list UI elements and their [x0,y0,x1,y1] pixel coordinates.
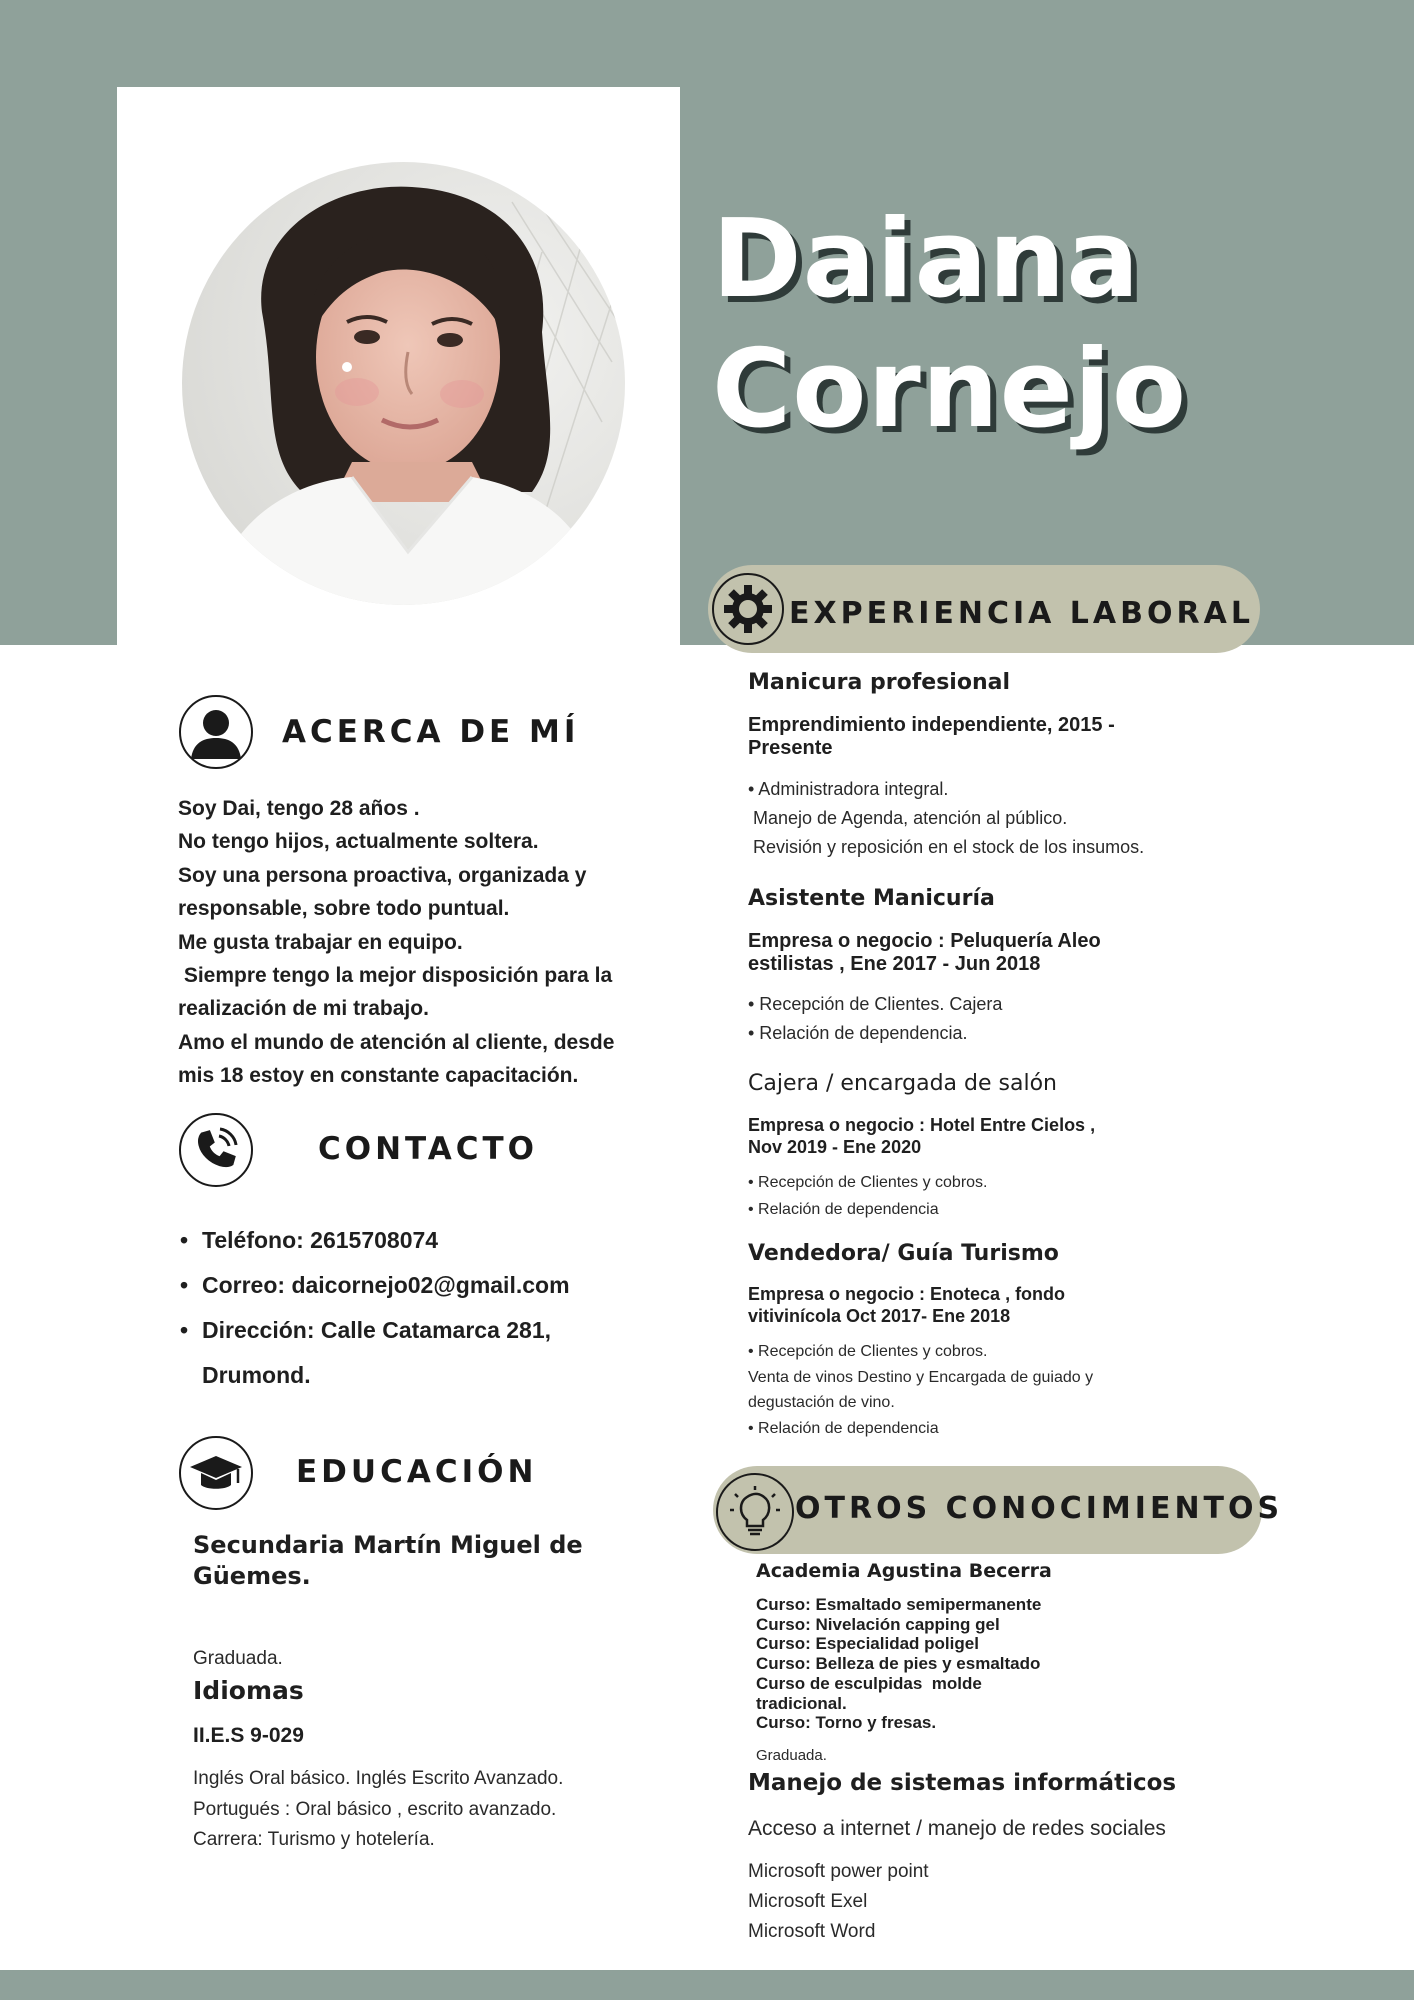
education-status: Graduada. [193,1648,283,1669]
graduation-cap-icon [179,1436,253,1510]
job-line: • Administradora integral. [748,779,949,799]
job-title: Vendedora/ Guía Turismo [748,1241,1059,1266]
course-item: Curso de esculpidas molde [756,1673,982,1693]
experience-title: EXPERIENCIA LABORAL [789,596,1254,631]
knowledge-title: OTROS CONOCIMIENTOS [795,1491,1284,1526]
software-item: Microsoft Exel [748,1891,868,1912]
about-line: Soy Dai, tengo 28 años . [178,797,420,820]
about-line: mis 18 estoy en constante capacitación. [178,1064,579,1088]
course-item: Curso: Nivelación capping gel [756,1614,1000,1634]
contact-address-cont: Drumond. [202,1362,311,1388]
contact-list [178,1218,570,1398]
job-org-line: Emprendimiento independiente, 2015 - [748,714,1115,736]
job-title: Manicura profesional [748,670,1011,695]
contact-address: • Dirección: Calle Catamarca 281, [202,1308,570,1353]
job-line: • Relación de dependencia [748,1200,939,1218]
job-line: • Recepción de Clientes y cobros. [748,1343,988,1360]
knowledge-status: Graduada. [756,1747,827,1764]
job-line: Manejo de Agenda, atención al público. [748,808,1068,828]
education-line: Carrera: Turismo y hotelería. [193,1829,435,1850]
systems-title: Manejo de sistemas informáticos [748,1770,1177,1796]
first-name: Daiana [712,197,1141,322]
academy-name: Academia Agustina Becerra [756,1560,1052,1582]
contact-email: • Correo: daicornejo02@gmail.com [202,1263,570,1308]
job-line: Venta de vinos Destino y Encargada de guiado y [748,1368,1094,1386]
course-item: Curso: Esmaltado semipermanente [756,1595,1042,1614]
education-line: Inglés Oral básico. Inglés Escrito Avanzado. [193,1768,564,1789]
lightbulb-icon [716,1473,794,1551]
job-description [748,775,1144,862]
full-name [712,195,1187,455]
job-org-line: Presente [748,737,833,759]
job-org [748,930,1168,976]
job-org-line: vitivinícola Oct 2017- Ene 2018 [748,1306,1011,1326]
job-line: • Relación de dependencia [748,1419,939,1437]
education-line: Portugués : Oral básico , escrito avanzado. [193,1798,557,1820]
course-list [756,1595,1041,1733]
job-description [748,1170,988,1223]
profile-photo [182,162,625,605]
job-org [748,1283,1168,1327]
contact-phone: • Teléfono: 2615708074 [202,1218,570,1263]
about-title: ACERCA DE MÍ [282,714,580,750]
gear-icon [712,573,784,645]
job-description [748,1339,1093,1441]
contact-title: CONTACTO [318,1131,539,1167]
course-item: Curso: Torno y fresas. [756,1713,937,1733]
about-line: Siempre tengo la mejor disposición para la [178,964,613,988]
job-line: • Recepción de Clientes. Cajera [748,994,1003,1014]
job-org [748,714,1168,760]
about-line: responsable, sobre todo puntual. [178,897,510,921]
about-line: Amo el mundo de atención al cliente, desde [178,1030,615,1054]
job-org-line: Empresa o negocio : Hotel Entre Cielos , [748,1115,1096,1135]
software-list [748,1857,929,1947]
last-name: Cornejo [712,327,1188,452]
course-item: Curso: Especialidad poligel [756,1634,979,1654]
about-text [178,792,648,1093]
education-details [193,1764,563,1856]
job-line: • Relación de dependencia. [748,1023,968,1043]
education-title: EDUCACIÓN [296,1454,538,1490]
about-line: Soy una persona proactiva, organizada y [178,863,587,887]
job-org-line: Empresa o negocio : Peluquería Aleo [748,930,1101,952]
education-school: Secundaria Martín Miguel de Güemes. [193,1531,583,1590]
course-item: tradicional. [756,1693,847,1713]
institute-name: II.E.S 9-029 [193,1724,304,1747]
languages-title: Idiomas [193,1676,304,1705]
course-item: Curso: Belleza de pies y esmaltado [756,1654,1041,1674]
job-title: Asistente Manicuría [748,886,995,911]
job-description [748,990,1002,1048]
about-line: No tengo hijos, actualmente soltera. [178,830,539,854]
footer-band [0,1970,1414,2000]
person-icon [179,695,253,769]
job-line: • Recepción de Clientes y cobros. [748,1174,988,1191]
phone-icon [179,1113,253,1187]
job-line: Revisión y reposición en el stock de los insumos. [748,837,1145,857]
job-org-line: Nov 2019 - Ene 2020 [748,1137,922,1157]
software-item: Microsoft power point [748,1861,929,1882]
job-org-line: estilistas , Ene 2017 - Jun 2018 [748,953,1041,975]
job-line: degustación de vino. [748,1394,895,1411]
job-org-line: Empresa o negocio : Enoteca , fondo [748,1284,1066,1304]
software-item: Microsoft Word [748,1921,876,1942]
job-org [748,1114,1168,1158]
internet-skill: Acceso a internet / manejo de redes sociales [748,1817,1166,1840]
job-title: Cajera / encargada de salón [748,1071,1057,1096]
about-line: Me gusta trabajar en equipo. [178,930,463,954]
about-line: realización de mi trabajo. [178,997,429,1021]
